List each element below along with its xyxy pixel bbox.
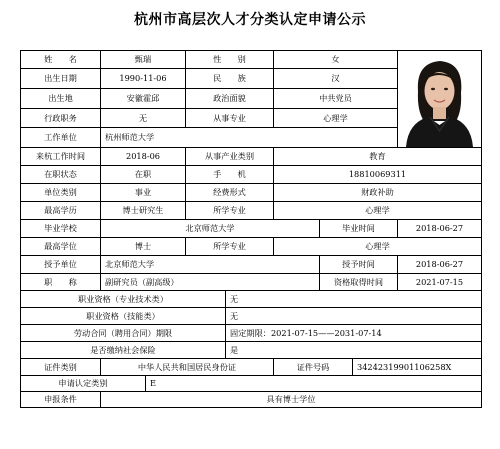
work-major-label: 从事专业 [185,108,274,128]
gender-value: 女 [273,50,398,69]
professional-title-label: 职 称 [20,273,101,291]
industry-value: 教育 [273,147,482,166]
arrival-time-label: 来杭工作时间 [20,147,101,166]
status-label: 在职状态 [20,165,101,184]
industry-label: 从事产业类别 [185,147,274,166]
employer-label: 工作单位 [20,127,101,148]
degree-major-label: 所学专业 [185,237,274,256]
degree-value: 博士 [100,237,186,256]
category-value: E [145,375,482,392]
degree-major-value: 心理学 [273,237,482,256]
school-value: 北京师范大学 [100,219,320,238]
photo-right-eye [444,88,448,90]
degree-time-value: 2018-06-27 [397,255,482,274]
birthplace-label: 出生地 [20,88,101,109]
degree-time-label: 授予时间 [319,255,398,274]
employer-value: 杭州师范大学 [100,127,398,148]
mobile-label: 手 机 [185,165,274,184]
portrait-photo-icon [398,51,481,147]
skill-qualification-label: 职业资格（技能类） [20,307,226,325]
professional-title-value: 副研究员（副高级） [100,273,320,291]
id-number-value: 34242319901106258X [352,358,482,376]
photo-neck [433,107,446,119]
contract-value: 固定期限：2021-07-15——2031-07-14 [225,324,482,342]
professional-qualification-label: 职业资格（专业技术类） [20,290,226,308]
degree-unit-value: 北京师范大学 [100,255,320,274]
gender-label: 性 别 [185,50,274,69]
admin-post-label: 行政职务 [20,108,101,128]
funding-label: 经费形式 [185,183,274,202]
photo-face [425,72,455,110]
education-major-label: 所学专业 [185,201,274,220]
graduation-time-label: 毕业时间 [319,219,398,238]
professional-qualification-value: 无 [225,290,482,308]
degree-unit-label: 授予单位 [20,255,101,274]
id-type-label: 证件类别 [20,358,101,376]
name-value: 甄瑞 [100,50,186,69]
education-label: 最高学历 [20,201,101,220]
applicant-photo [397,50,482,148]
birthplace-value: 安徽霍邱 [100,88,186,109]
political-status-label: 政治面貌 [185,88,274,109]
status-value: 在职 [100,165,186,184]
mobile-value: 18810069311 [273,165,482,184]
photo-left-eye [431,88,435,90]
contract-label: 劳动合同（聘用合同）期限 [20,324,226,342]
graduation-time-value: 2018-06-27 [397,219,482,238]
social-insurance-label: 是否缴纳社会保险 [20,341,226,359]
qualification-time-value: 2021-07-15 [397,273,482,291]
degree-label: 最高学位 [20,237,101,256]
qualification-time-label: 资格取得时间 [319,273,398,291]
admin-post-value: 无 [100,108,186,128]
id-number-label: 证件号码 [273,358,353,376]
ethnicity-label: 民 族 [185,68,274,89]
funding-value: 财政补助 [273,183,482,202]
ethnicity-value: 汉 [273,68,398,89]
arrival-time-value: 2018-06 [100,147,186,166]
unit-type-label: 单位类别 [20,183,101,202]
birth-date-value: 1990-11-06 [100,68,186,89]
unit-type-value: 事业 [100,183,186,202]
political-status-value: 中共党员 [273,88,398,109]
birth-date-label: 出生日期 [20,68,101,89]
education-major-value: 心理学 [273,201,482,220]
social-insurance-value: 是 [225,341,482,359]
name-label: 姓 名 [20,50,101,69]
page-title: 杭州市高层次人才分类认定申请公示 [134,12,366,28]
skill-qualification-value: 无 [225,307,482,325]
condition-label: 申报条件 [20,391,101,408]
id-type-value: 中华人民共和国居民身份证 [100,358,274,376]
category-label: 申请认定类别 [20,375,146,392]
school-label: 毕业学校 [20,219,101,238]
education-value: 博士研究生 [100,201,186,220]
condition-value: 具有博士学位 [100,391,482,408]
work-major-value: 心理学 [273,108,398,128]
